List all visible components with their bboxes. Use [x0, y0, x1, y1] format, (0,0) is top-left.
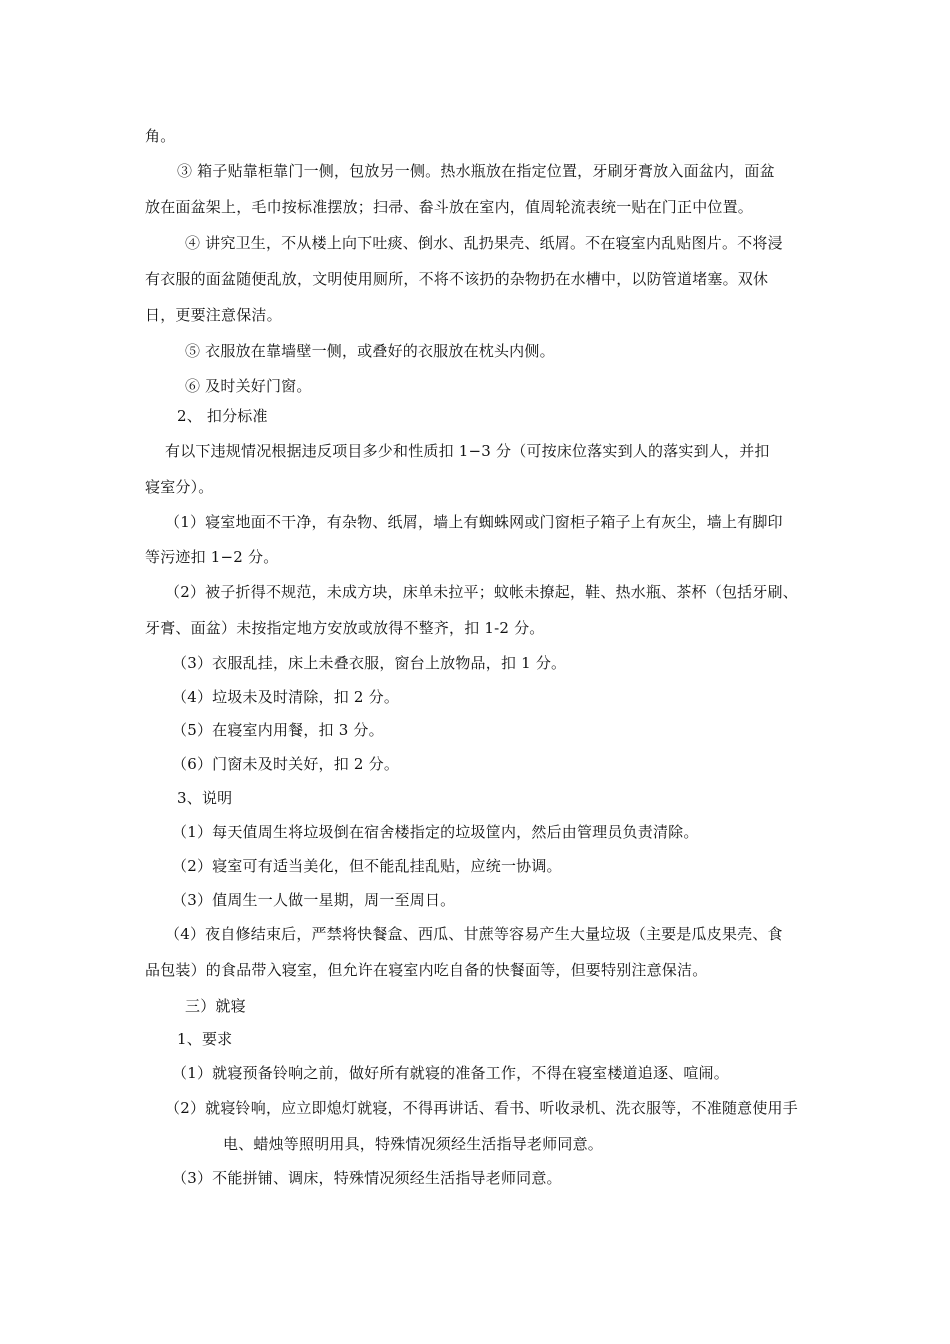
text-line: （1）每天值周生将垃圾倒在宿舍楼指定的垃圾筐内，然后由管理员负责清除。 [172, 823, 699, 841]
text-line: 日，更要注意保洁。 [145, 306, 282, 324]
text-line: （3）不能拼铺、调床，特殊情况须经生活指导老师同意。 [172, 1169, 562, 1187]
text-line: （2）被子折得不规范，未成方块，床单未拉平；蚊帐未撩起，鞋、热水瓶、茶杯（包括牙刷、 [165, 583, 798, 601]
section-heading: 2、 扣分标准 [177, 407, 268, 425]
text-line: （1）就寝预备铃响之前，做好所有就寝的准备工作，不得在寝室楼道追逐、喧闹。 [172, 1064, 729, 1082]
text-line: ⑥ 及时关好门窗。 [185, 377, 312, 395]
text-line: （2）就寝铃响，应立即熄灯就寝，不得再讲话、看书、听收录机、洗衣服等，不准随意使用手 [165, 1099, 798, 1117]
text-line: 角。 [145, 127, 176, 145]
text-line: （3）值周生一人做一星期，周一至周日。 [172, 891, 456, 909]
section-heading: 1、要求 [177, 1030, 233, 1048]
text-line: 寝室分）。 [145, 478, 214, 496]
text-line: （5）在寝室内用餐，扣 3 分。 [172, 721, 384, 739]
text-line: 牙膏、面盆）未按指定地方安放或放得不整齐，扣 1-2 分。 [145, 619, 545, 637]
text-line: 电、蜡烛等照明用具，特殊情况须经生活指导老师同意。 [223, 1135, 604, 1153]
text-line: 品包装）的食品带入寝室，但允许在寝室内吃自备的快餐面等，但要特别注意保洁。 [145, 961, 708, 979]
text-line: ③ 箱子贴靠柜靠门一侧，包放另一侧。热水瓶放在指定位置，牙刷牙膏放入面盆内，面盆 [177, 162, 775, 180]
text-line: （4）夜自修结束后，严禁将快餐盒、西瓜、甘蔗等容易产生大量垃圾（主要是瓜皮果壳、食 [165, 925, 783, 943]
text-line: 有以下违规情况根据违反项目多少和性质扣 1−3 分（可按床位落实到人的落实到人，并扣 [165, 442, 770, 460]
text-line: 等污迹扣 1−2 分。 [145, 548, 279, 566]
text-line: （4）垃圾未及时清除，扣 2 分。 [172, 688, 400, 706]
section-heading: 三）就寝 [185, 997, 246, 1015]
text-line: （6）门窗未及时关好，扣 2 分。 [172, 755, 400, 773]
text-line: 放在面盆架上，毛巾按标准摆放；扫帚、畚斗放在室内，值周轮流表统一贴在门正中位置。 [145, 198, 754, 216]
text-line: ④ 讲究卫生，不从楼上向下吐痰、倒水、乱扔果壳、纸屑。不在寝室内乱贴图片。不将浸 [185, 234, 783, 252]
text-line: ⑤ 衣服放在靠墙壁一侧，或叠好的衣服放在枕头内侧。 [185, 342, 555, 360]
text-line: （1）寝室地面不干净，有杂物、纸屑，墙上有蜘蛛网或门窗柜子箱子上有灰尘，墙上有脚印 [165, 513, 783, 531]
text-line: （3）衣服乱挂，床上未叠衣服，窗台上放物品，扣 1 分。 [172, 654, 567, 672]
text-line: 有衣服的面盆随便乱放，文明使用厕所，不将不该扔的杂物扔在水槽中，以防管道堵塞。双休 [145, 270, 769, 288]
section-heading: 3、说明 [177, 789, 233, 807]
text-line: （2）寝室可有适当美化，但不能乱挂乱贴，应统一协调。 [172, 857, 562, 875]
